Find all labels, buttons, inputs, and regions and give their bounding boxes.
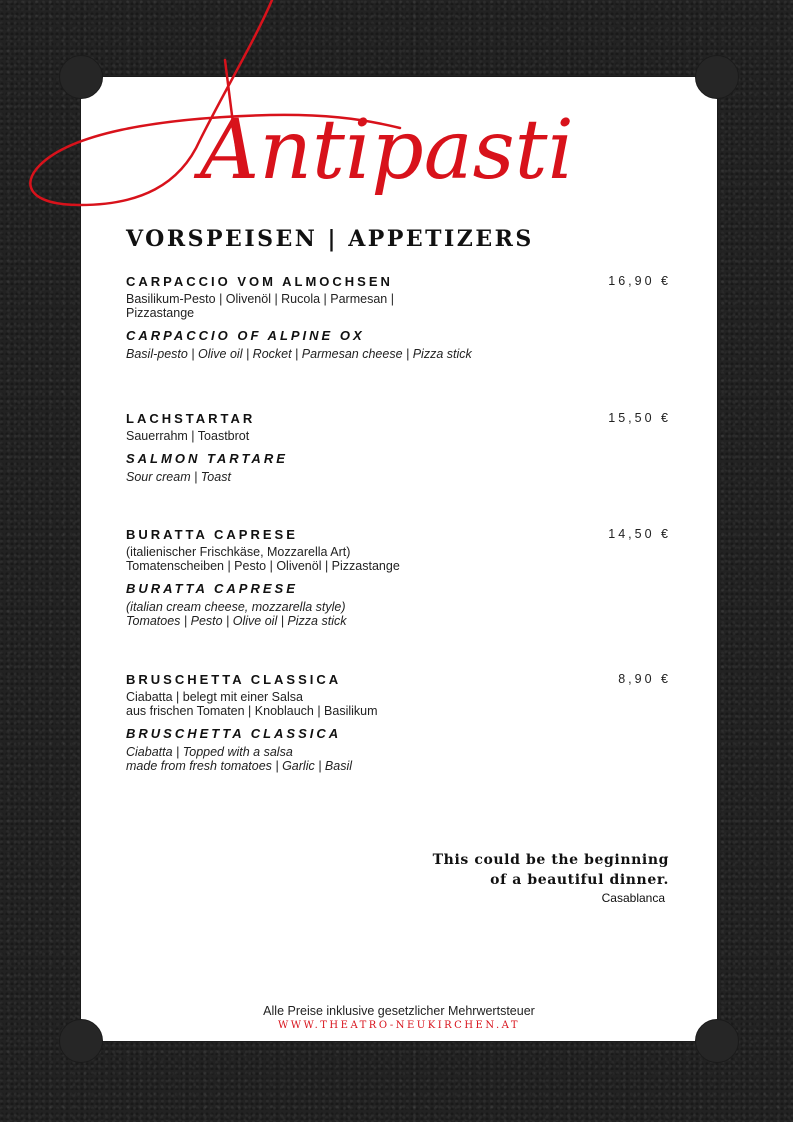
item-desc-de-line: Ciabatta | belegt mit einer Salsa (126, 690, 303, 704)
item-name-de: BURATTA CAPRESE (126, 527, 298, 542)
item-name-de: BRUSCHETTA CLASSICA (126, 672, 342, 687)
item-name-de: LACHSTARTAR (126, 411, 256, 426)
item-desc-de-line: (italienischer Frischkäse, Mozzarella Art) (126, 545, 351, 559)
item-desc-en-line: Ciabatta | Topped with a salsa (126, 745, 293, 759)
script-title: Antipasti (200, 103, 574, 198)
item-name-en: SALMON TARTARE (126, 451, 288, 466)
item-price: 14,50 € (608, 527, 671, 541)
menu-item (126, 672, 671, 773)
quote-author: Casablanca (601, 891, 665, 905)
item-desc-en: Sour cream | Toast (126, 470, 231, 484)
item-desc-de: Basilikum-Pesto | Olivenöl | Rucola | Parmesan | Pizzastange (126, 292, 394, 320)
menu-item (126, 527, 671, 628)
quote-line: This could be the beginning (432, 852, 669, 868)
website-link[interactable]: WWW.THEATRO-NEUKIRCHEN.AT (277, 1020, 520, 1031)
item-desc-en (126, 600, 546, 628)
item-desc-en-line: Tomatoes | Pesto | Olive oil | Pizza stick (126, 614, 347, 628)
item-price: 15,50 € (608, 411, 671, 425)
item-desc-de (126, 545, 546, 573)
item-desc-de (126, 690, 546, 718)
item-name-en: BRUSCHETTA CLASSICA (126, 726, 342, 741)
quote-block (433, 850, 669, 905)
quote-line: of a beautiful dinner. (490, 872, 669, 888)
item-price: 8,90 € (618, 672, 671, 686)
item-desc-en-line: made from fresh tomatoes | Garlic | Basil (126, 759, 353, 773)
footer (80, 1003, 718, 1033)
item-name-en: BURATTA CAPRESE (126, 581, 298, 596)
item-desc-en-line: (italian cream cheese, mozzarella style) (126, 600, 346, 614)
item-desc-de-line: aus frischen Tomaten | Knoblauch | Basilikum (126, 704, 378, 718)
item-desc-de-line: Tomatenscheiben | Pesto | Olivenöl | Pizzastange (126, 559, 400, 573)
item-desc-en: Basil-pesto | Olive oil | Rocket | Parmesan cheese | Pizza stick (126, 347, 472, 361)
section-heading: VORSPEISEN | APPETIZERS (126, 226, 534, 252)
corner-notch (695, 55, 739, 99)
item-desc-de: Sauerrahm | Toastbrot (126, 429, 250, 443)
item-price: 16,90 € (608, 274, 671, 288)
item-desc-en (126, 745, 546, 773)
item-name-en: CARPACCIO OF ALPINE OX (126, 328, 365, 343)
menu-item (126, 274, 671, 361)
menu-item (126, 411, 671, 484)
corner-notch (59, 55, 103, 99)
footer-note: Alle Preise inklusive gesetzlicher Mehrwertsteuer (263, 1004, 535, 1018)
item-name-de: CARPACCIO VOM ALMOCHSEN (126, 274, 393, 289)
